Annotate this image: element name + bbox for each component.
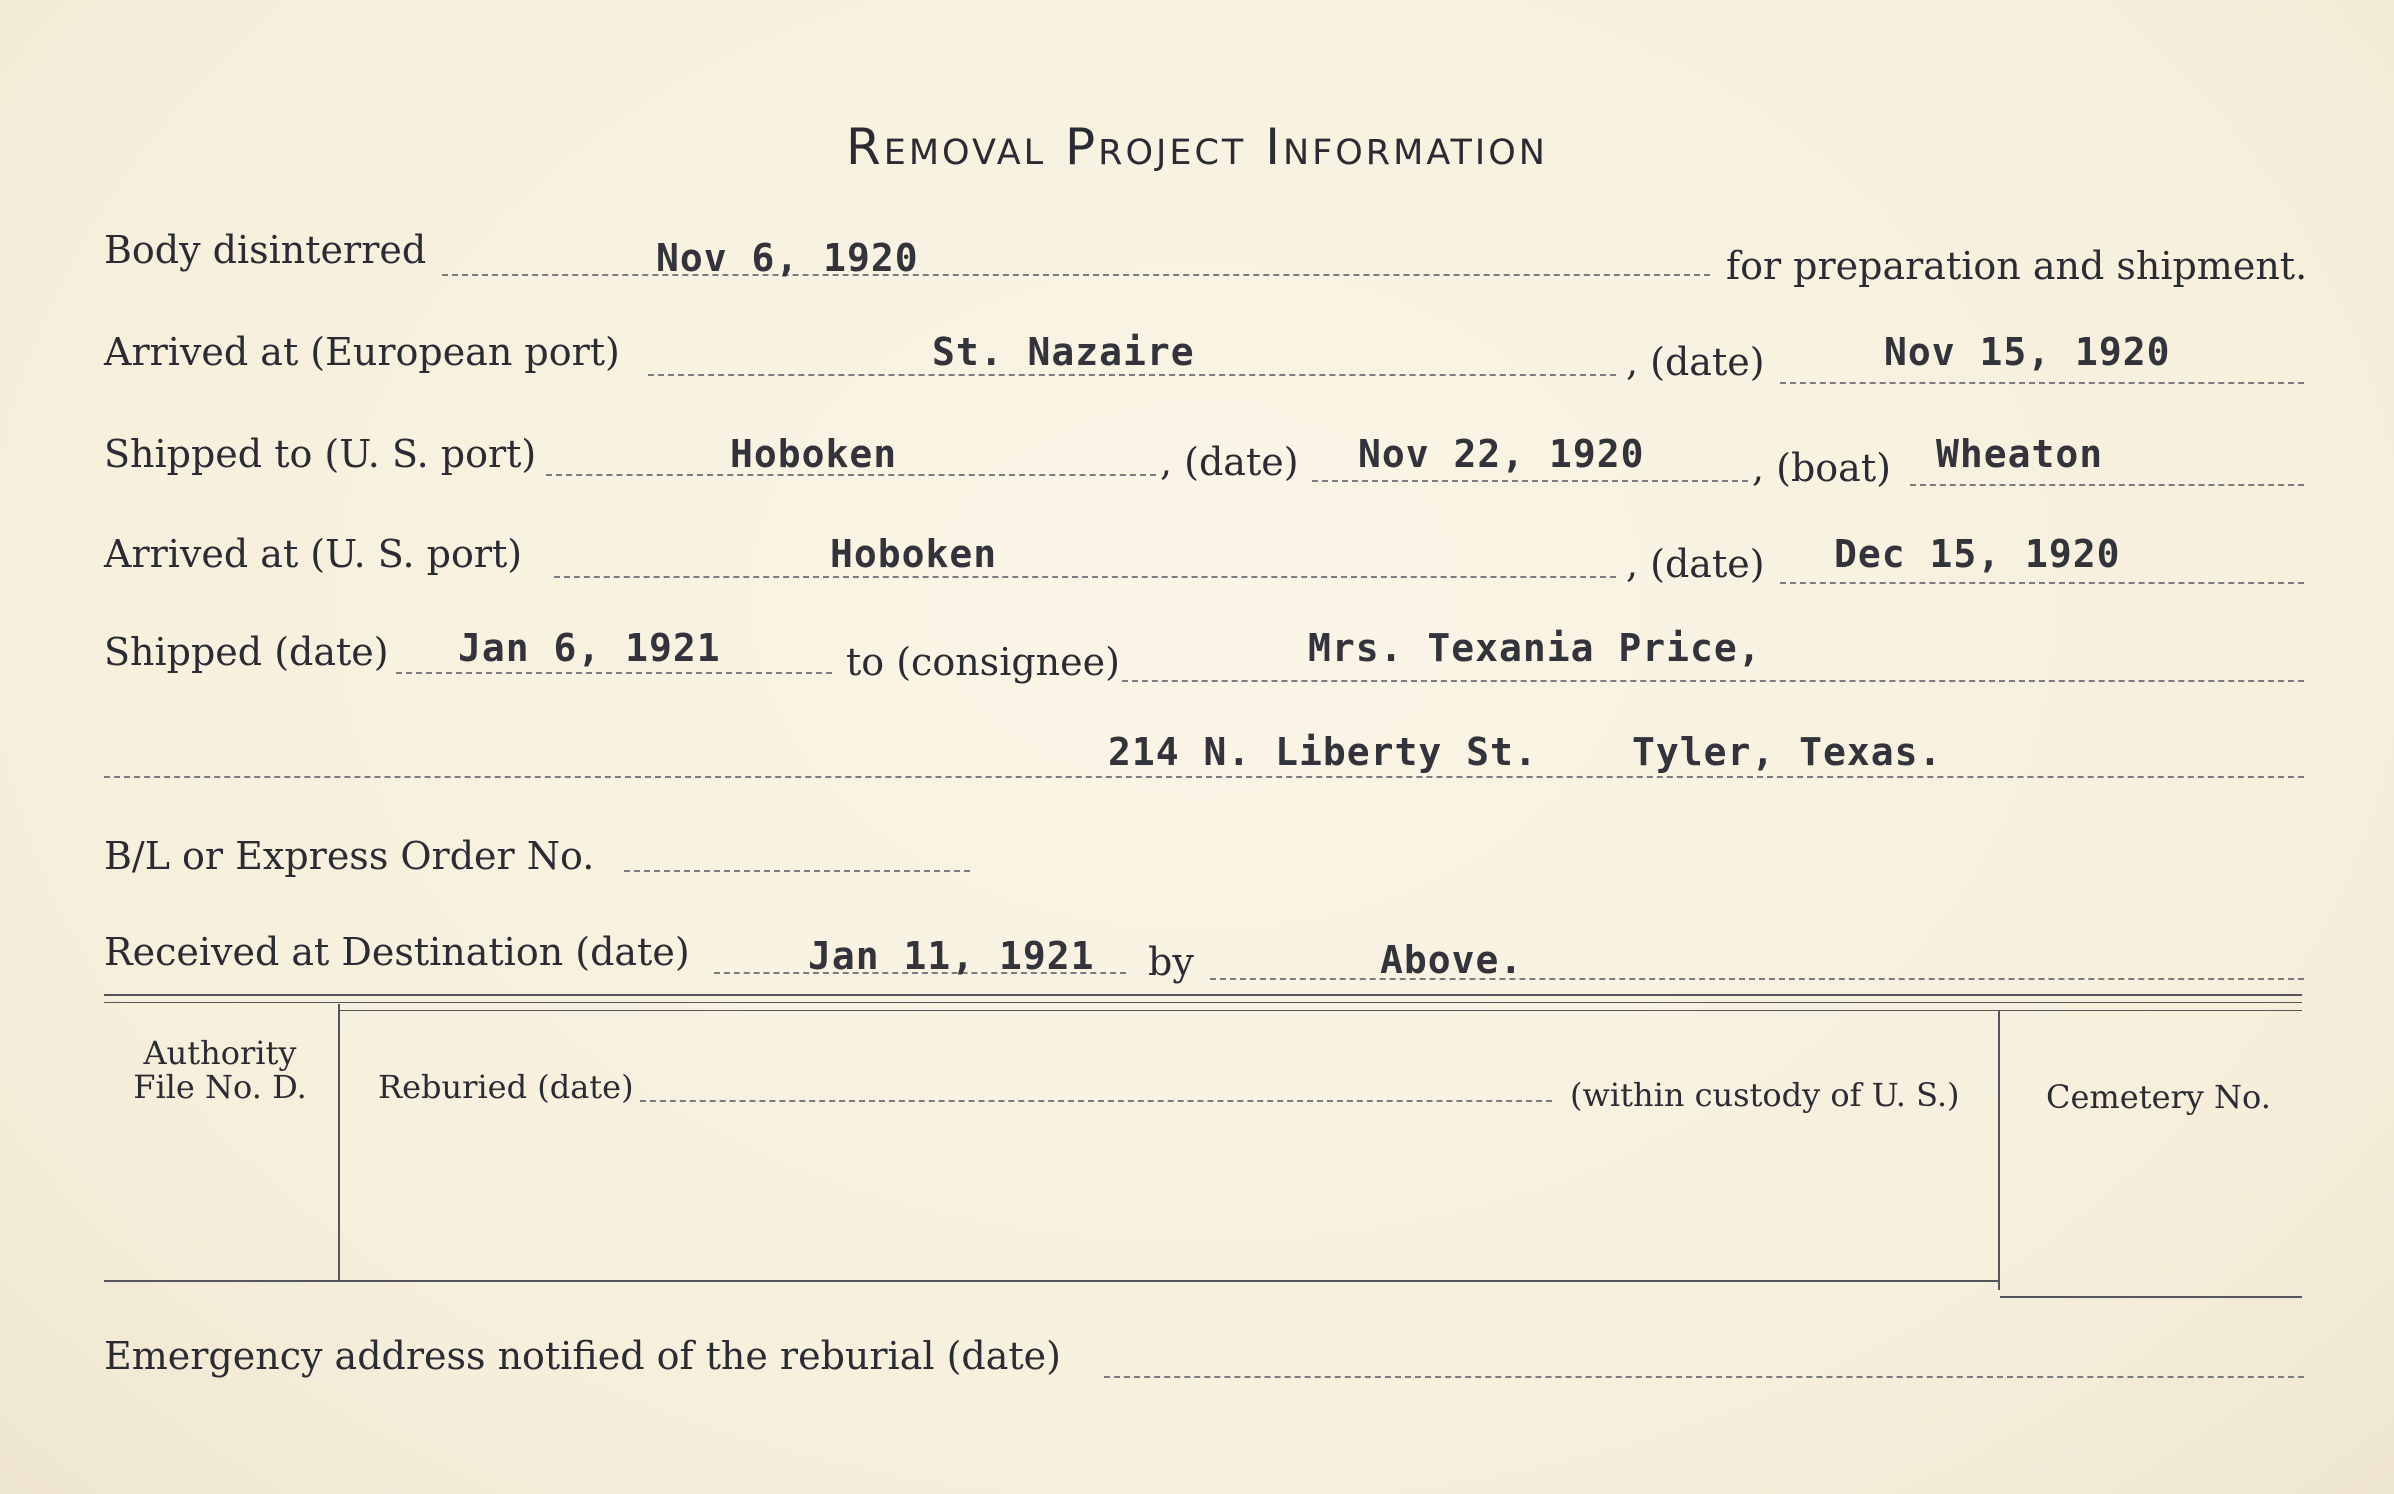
bl-label: B/L or Express Order No. bbox=[104, 834, 595, 878]
consignee-city: Tyler, Texas. bbox=[1632, 730, 1943, 774]
table-bottom-rule-left bbox=[104, 1280, 2000, 1282]
shipped-us-boat: Wheaton bbox=[1936, 432, 2104, 476]
arrived-europe-date-line bbox=[1780, 382, 2304, 384]
shipped-us-date-line bbox=[1312, 480, 1748, 482]
reburied-label: Reburied (date) bbox=[378, 1068, 634, 1106]
arrived-us-port: Hoboken bbox=[830, 532, 998, 576]
arrived-us-label: Arrived at (U. S. port) bbox=[104, 532, 523, 576]
shipped-us-boat-line bbox=[1910, 484, 2304, 486]
shipped-us-date: Nov 22, 1920 bbox=[1358, 432, 1645, 476]
disinterred-label: Body disinterred bbox=[104, 228, 427, 272]
emergency-line bbox=[1104, 1376, 2304, 1378]
arrived-europe-date: Nov 15, 1920 bbox=[1884, 330, 2171, 374]
received-by-label: by bbox=[1148, 940, 1194, 984]
arrived-europe-label: Arrived at (European port) bbox=[104, 330, 620, 374]
table-top-rule-3 bbox=[338, 1010, 2302, 1011]
disinterred-line bbox=[442, 274, 1710, 276]
cemetery-no-label: Cemetery No. bbox=[2046, 1078, 2271, 1116]
received-date: Jan 11, 1921 bbox=[808, 934, 1095, 978]
arrived-us-port-line bbox=[554, 576, 1616, 578]
table-divider-1 bbox=[338, 1004, 340, 1280]
shipped-us-port: Hoboken bbox=[730, 432, 898, 476]
arrived-europe-port: St. Nazaire bbox=[932, 330, 1195, 374]
table-bottom-rule-right bbox=[2000, 1296, 2302, 1298]
shipped-label: Shipped (date) bbox=[104, 630, 389, 674]
received-label: Received at Destination (date) bbox=[104, 930, 690, 974]
authority-label: Authority bbox=[143, 1034, 297, 1072]
received-by: Above. bbox=[1380, 938, 1524, 982]
page-title: Removal Project Information bbox=[846, 118, 1548, 176]
reburied-line bbox=[640, 1100, 1552, 1102]
table-divider-2 bbox=[1998, 1010, 2000, 1290]
address-line bbox=[104, 776, 2304, 778]
arrived-europe-port-line bbox=[648, 374, 1616, 376]
table-top-rule-2 bbox=[104, 1002, 2302, 1003]
custody-label: (within custody of U. S.) bbox=[1570, 1076, 1960, 1114]
consignee-street: 214 N. Liberty St. bbox=[1108, 730, 1538, 774]
arrived-us-date-label: , (date) bbox=[1626, 542, 1765, 586]
arrived-europe-date-label: , (date) bbox=[1626, 340, 1765, 384]
consignee-label: to (consignee) bbox=[846, 640, 1120, 684]
consignee-name: Mrs. Texania Price, bbox=[1308, 626, 1762, 670]
shipped-date: Jan 6, 1921 bbox=[458, 626, 721, 670]
consignee-line bbox=[1122, 680, 2304, 682]
shipped-us-boat-label: , (boat) bbox=[1752, 446, 1891, 490]
shipped-us-label: Shipped to (U. S. port) bbox=[104, 432, 537, 476]
received-by-line bbox=[1210, 978, 2304, 980]
file-no-label: File No. D. bbox=[133, 1068, 307, 1106]
emergency-label: Emergency address notified of the reburial (date) bbox=[104, 1334, 1061, 1378]
disinterred-date: Nov 6, 1920 bbox=[656, 236, 919, 280]
shipped-date-line bbox=[396, 672, 832, 674]
table-top-rule-1 bbox=[104, 994, 2302, 996]
disinterred-suffix: for preparation and shipment. bbox=[1726, 244, 2308, 288]
shipped-us-date-label: , (date) bbox=[1160, 440, 1299, 484]
bl-line bbox=[624, 870, 970, 872]
arrived-us-date: Dec 15, 1920 bbox=[1834, 532, 2121, 576]
arrived-us-date-line bbox=[1780, 582, 2304, 584]
